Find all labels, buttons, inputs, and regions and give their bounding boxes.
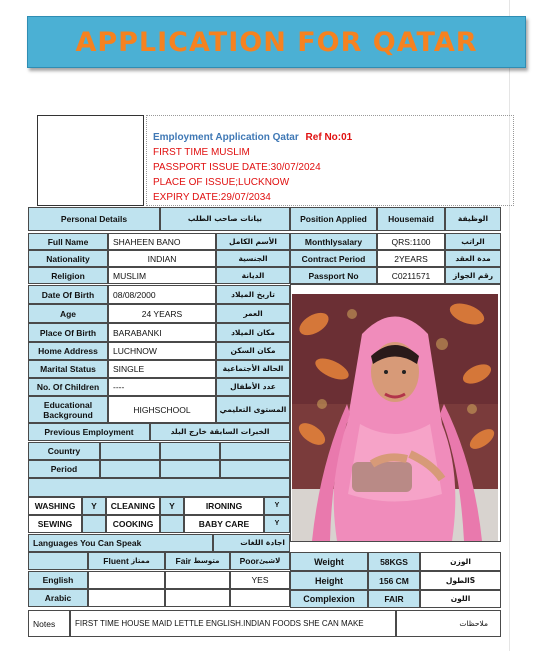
personal-label: Religion (28, 267, 108, 284)
english-label: English (28, 571, 88, 589)
personal-value: ---- (108, 378, 216, 396)
fluent-header (88, 552, 165, 570)
skill-ironing-label: IRONING (184, 497, 264, 515)
poor-label-ar: لاشيئ (259, 557, 281, 565)
physical-label-ar: اللون (420, 590, 501, 608)
personal-label: No. Of Children (28, 378, 108, 396)
languages-label: Languages You Can Speak (28, 534, 213, 552)
page-edge (509, 0, 510, 651)
english-fluent-cell (88, 571, 165, 589)
skill-sewing-label: SEWING (28, 515, 82, 533)
position-row-label-ar: رقم الجواز (445, 267, 501, 284)
arabic-fair-cell (165, 589, 230, 607)
skill-washing-value: Y (82, 497, 106, 515)
physical-label-ar: الطولS (420, 571, 501, 590)
personal-value: INDIAN (108, 250, 216, 267)
applicant-photo (292, 294, 498, 541)
period-label: Period (28, 460, 100, 478)
physical-label-ar: الوزن (420, 552, 501, 571)
personal-label-ar: عدد الأطفال (216, 378, 290, 396)
fluent-label: Fluent (103, 556, 129, 566)
personal-label-ar: الأسم الكامل (216, 233, 290, 250)
personal-label-ar: المستوى التعليمي (216, 396, 290, 423)
skill-cleaning-label: CLEANING (106, 497, 160, 515)
personal-details-header-ar: بيانات صاحب الطلب (160, 207, 290, 231)
header-line-1: FIRST TIME MUSLIM (153, 147, 250, 158)
fair-label: Fair (175, 556, 192, 566)
arabic-fluent-cell (88, 589, 165, 607)
physical-value: 156 CM (368, 571, 420, 590)
physical-value: FAIR (368, 590, 420, 608)
personal-label: Educational Background (28, 396, 108, 423)
personal-label-ar: تاريخ الميلاد (216, 285, 290, 304)
period-cell (160, 460, 220, 478)
fair-label-ar: متوسط (193, 557, 220, 565)
position-applied-label: Position Applied (290, 207, 377, 231)
physical-label: Complexion (290, 590, 368, 608)
skill-babycare-label: BABY CARE (184, 515, 264, 533)
header-info-box (146, 115, 514, 206)
notes-value: FIRST TIME HOUSE MAID LETTLE ENGLISH.INDIAN FOODS SHE CAN MAKE (70, 610, 396, 637)
languages-label-ar: اجادة اللغات (213, 534, 290, 552)
position-applied-value: Housemaid (377, 207, 445, 231)
personal-label-ar: مكان السكن (216, 342, 290, 360)
position-row-label: Passport No (290, 267, 377, 284)
skill-cooking-value (160, 515, 184, 533)
position-row-value: QRS:1100 (377, 233, 445, 250)
title-banner (27, 16, 526, 68)
english-fair-cell (165, 571, 230, 589)
personal-value: 24 YEARS (108, 304, 216, 323)
previous-employment-label-ar: الخبرات السابقة خارج البلد (150, 423, 290, 441)
personal-value: HIGHSCHOOL (108, 396, 216, 423)
personal-value: SINGLE (108, 360, 216, 378)
arabic-label: Arabic (28, 589, 88, 607)
english-poor-cell: YES (230, 571, 290, 589)
header-line-2: PASSPORT ISSUE DATE:30/07/2024 (153, 162, 321, 173)
position-applied-label-ar: الوظيفة (445, 207, 501, 231)
previous-employment-label: Previous Employment (28, 423, 150, 441)
personal-label-ar: الحالة الأجتماعية (216, 360, 290, 378)
language-header-empty (28, 552, 88, 570)
poor-label: Poor (239, 556, 259, 566)
ref-number: Ref No:01 (305, 132, 353, 143)
personal-label-ar: الديانة (216, 267, 290, 284)
personal-value: 08/08/2000 (108, 285, 216, 304)
personal-label: Home Address (28, 342, 108, 360)
header-line-3: PLACE OF ISSUE;LUCKNOW (153, 177, 290, 188)
country-label: Country (28, 442, 100, 460)
personal-label-ar: العمر (216, 304, 290, 323)
personal-label: Place Of Birth (28, 323, 108, 342)
applicant-photo-illustration (292, 294, 498, 541)
personal-value: LUCHNOW (108, 342, 216, 360)
personal-value: MUSLIM (108, 267, 216, 284)
personal-label-ar: الجنسية (216, 250, 290, 267)
personal-value: SHAHEEN BANO (108, 233, 216, 250)
position-row-label: Monthlysalary (290, 233, 377, 250)
fair-header (165, 552, 230, 570)
personal-label-ar: مكان الميلاد (216, 323, 290, 342)
poor-header (230, 552, 290, 570)
skill-cleaning-value: Y (160, 497, 184, 515)
period-cell (100, 460, 160, 478)
personal-label: Full Name (28, 233, 108, 250)
skill-cooking-label: COOKING (106, 515, 160, 533)
personal-value: BARABANKI (108, 323, 216, 342)
employment-title: Employment Application Qatar (153, 132, 299, 143)
skill-washing-label: WASHING (28, 497, 82, 515)
fluent-label-ar: ممتاز (131, 557, 150, 565)
personal-details-header: Personal Details (28, 207, 160, 231)
personal-label: Date Of Birth (28, 285, 108, 304)
period-cell (220, 460, 290, 478)
country-cell (160, 442, 220, 460)
country-cell (220, 442, 290, 460)
position-row-label: Contract Period (290, 250, 377, 267)
position-row-label-ar: مدة العقد (445, 250, 501, 267)
employment-title-line (153, 131, 352, 144)
notes-label-ar: ملاحظات (396, 610, 501, 637)
position-row-label-ar: الراتب (445, 233, 501, 250)
physical-label: Height (290, 571, 368, 590)
arabic-poor-cell (230, 589, 290, 607)
personal-label: Nationality (28, 250, 108, 267)
country-cell (100, 442, 160, 460)
header-line-4: EXPIRY DATE:29/07/2034 (153, 192, 271, 203)
physical-label: Weight (290, 552, 368, 571)
personal-label: Age (28, 304, 108, 323)
notes-label: Notes (28, 610, 70, 637)
skill-ironing-value: Y (264, 497, 290, 515)
position-row-value: C0211571 (377, 267, 445, 284)
spacer-row (28, 478, 290, 497)
position-row-value: 2YEARS (377, 250, 445, 267)
personal-label: Marital Status (28, 360, 108, 378)
skill-sewing-value (82, 515, 106, 533)
physical-value: 58KGS (368, 552, 420, 571)
banner-title: APPLICATION FOR QATAR (75, 26, 478, 58)
skill-babycare-value: Y (264, 515, 290, 533)
header-photo-frame (37, 115, 144, 206)
